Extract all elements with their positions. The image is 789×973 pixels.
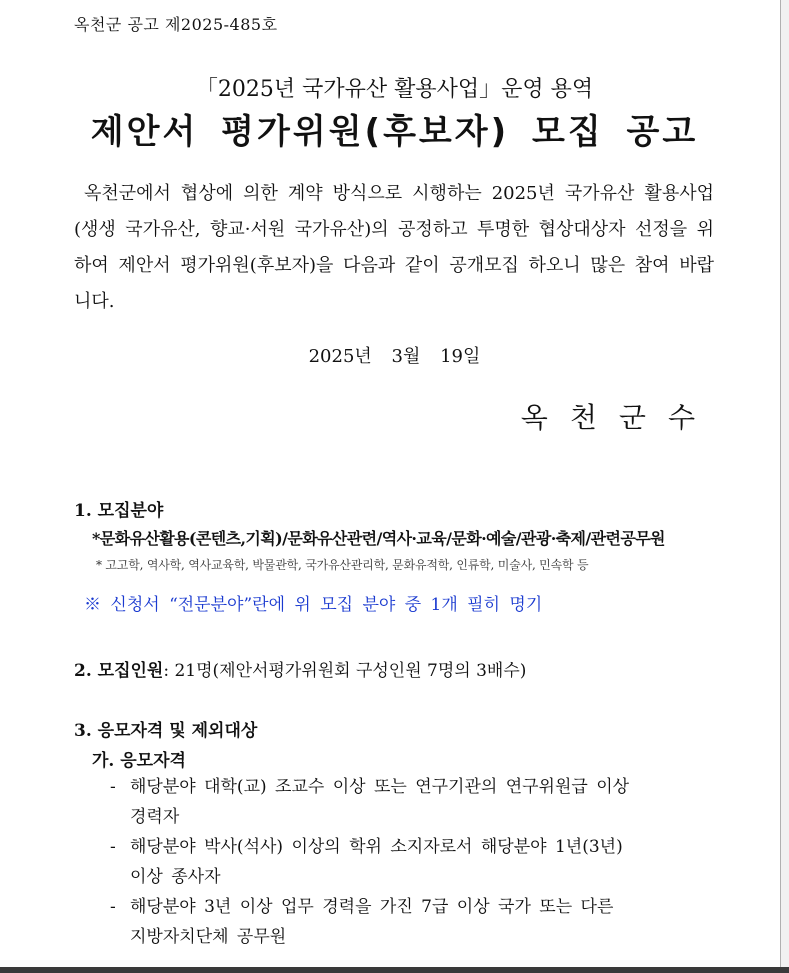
dash-marker: - bbox=[110, 897, 116, 917]
dash-marker: - bbox=[110, 837, 116, 857]
notice-number: 옥천군 공고 제2025-485호 bbox=[74, 15, 278, 34]
recruit-fields: *문화유산활용(콘텐츠,기획)/문화유산관련/역사·교육/문화·예술/관광·축제/관련공무원 bbox=[92, 529, 665, 548]
qualification-item bbox=[110, 832, 690, 892]
section-2-value: : 21명(제안서평가위원회 구성인원 7명의 3배수) bbox=[163, 661, 527, 681]
notice-date: 2025년 3월 19일 bbox=[308, 346, 481, 367]
qualification-line: 해당분야 대학(교) 조교수 이상 또는 연구기관의 연구위원급 이상 bbox=[130, 777, 630, 797]
qualification-line: 이상 종사자 bbox=[130, 867, 221, 887]
qualification-item bbox=[110, 772, 690, 832]
section-1-title: 1. 모집분야 bbox=[74, 501, 164, 521]
title-line-1: 「2025년 국가유산 활용사업」운영 용역 bbox=[195, 77, 594, 102]
recruit-field-examples: * 고고학, 역사학, 역사교육학, 박물관학, 국가유산관리학, 문화유적학, 인류학, 미술사, 민속학 등 bbox=[96, 558, 589, 572]
qualification-line: 지방자치단체 공무원 bbox=[130, 927, 287, 947]
dash-marker: - bbox=[110, 777, 116, 797]
intro-paragraph: 옥천군에서 협상에 의한 계약 방식으로 시행하는 2025년 국가유산 활용사업(생생 국가유산, 향교·서원 국가유산)의 공정하고 투명한 협상대상자 선정을 위하여 제안서 평가위원(후보자)을 다음과 같이 공개모집 하오니 많은 참여 바랍니다. bbox=[74, 183, 714, 312]
qualification-line: 경력자 bbox=[130, 807, 180, 827]
section-2-label: 2. 모집인원 bbox=[74, 661, 164, 681]
section-3-subtitle: 가. 응모자격 bbox=[92, 751, 186, 771]
section-3-title: 3. 응모자격 및 제외대상 bbox=[74, 721, 258, 741]
field-note: ※ 신청서 “전문분야”란에 위 모집 분야 중 1개 필히 명기 bbox=[84, 595, 543, 615]
qualification-line: 해당분야 3년 이상 업무 경력을 가진 7급 이상 국가 또는 다른 bbox=[130, 897, 614, 917]
qualification-line: 해당분야 박사(석사) 이상의 학위 소지자로서 해당분야 1년(3년) bbox=[130, 837, 623, 857]
section-2 bbox=[74, 656, 526, 681]
title-line-2: 제안서 평가위원(후보자) 모집 공고 bbox=[90, 112, 699, 152]
issuer-name: 옥천군수 bbox=[520, 401, 717, 434]
qualification-item bbox=[110, 892, 690, 952]
window-bottom-bar bbox=[0, 967, 789, 973]
